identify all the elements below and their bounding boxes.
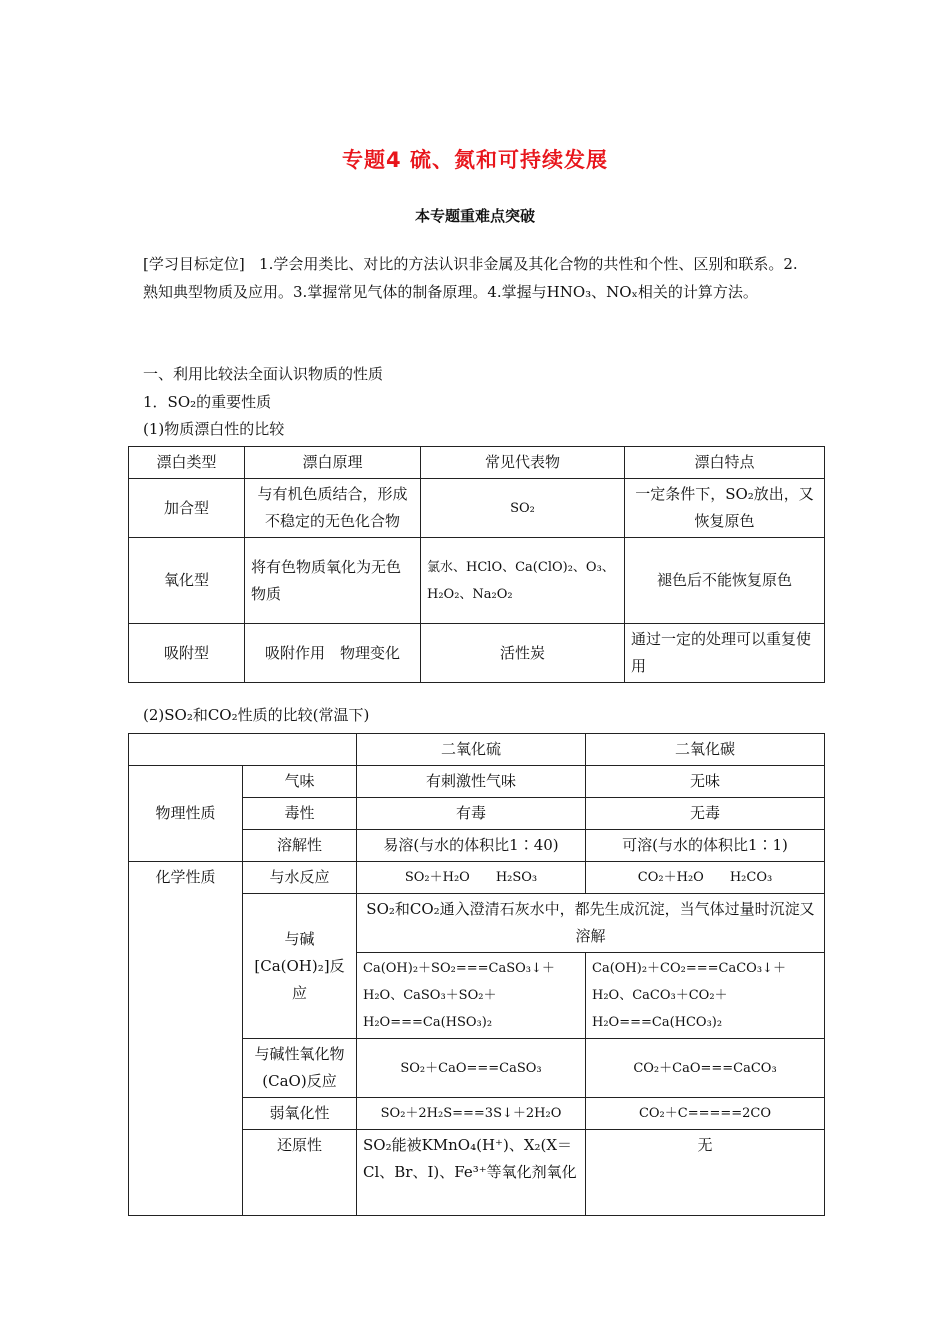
- header-cell: 漂白特点: [625, 447, 825, 479]
- table-cell: 与有机色质结合，形成不稳定的无色化合物: [245, 479, 421, 538]
- table-row: [129, 766, 825, 798]
- table-cell: SO₂＋CaO===CaSO₃: [357, 1039, 586, 1098]
- property-cell: 毒性: [243, 798, 357, 830]
- property-cell: 与碱[Ca(OH)₂]反应: [243, 894, 357, 1039]
- table-cell: Ca(OH)₂＋SO₂===CaSO₃↓＋H₂O、CaSO₃＋SO₂＋H₂O===Ca(HSO₃)₂: [357, 953, 586, 1039]
- table-cell: 可溶(与水的体积比1∶1): [586, 830, 825, 862]
- table-cell: 有刺激性气味: [357, 766, 586, 798]
- table-row: [129, 862, 825, 894]
- category-cell: 化学性质: [129, 862, 243, 1216]
- table-cell: 无毒: [586, 798, 825, 830]
- table-cell: 褪色后不能恢复原色: [625, 538, 825, 624]
- section-heading: 一、利用比较法全面认识物质的性质: [143, 365, 384, 383]
- table-cell: 将有色物质氧化为无色物质: [245, 538, 421, 624]
- table1-caption: (1)物质漂白性的比较: [143, 420, 285, 438]
- property-cell: 溶解性: [243, 830, 357, 862]
- table-cell: 吸附型: [129, 624, 245, 683]
- table-header-row: [129, 734, 825, 766]
- table-cell: 一定条件下，SO₂放出，又恢复原色: [625, 479, 825, 538]
- learning-objectives: [143, 250, 811, 306]
- table-cell: 无味: [586, 766, 825, 798]
- property-cell: 弱氧化性: [243, 1098, 357, 1130]
- table-cell: 有毒: [357, 798, 586, 830]
- property-cell: 气味: [243, 766, 357, 798]
- table-cell: 吸附作用 物理变化: [245, 624, 421, 683]
- objectives-text: 1.学会用类比、对比的方法认识非金属及其化合物的共性和个性、区别和联系。2.熟知典型物质及应用。3.掌握常见气体的制备原理。4.掌握与HNO₃、NOₓ相关的计算方法。: [143, 255, 798, 301]
- table-cell: SO₂＋2H₂S===3S↓＋2H₂O: [357, 1098, 586, 1130]
- property-cell: 与水反应: [243, 862, 357, 894]
- table-cell: CO₂＋CaO===CaCO₃: [586, 1039, 825, 1098]
- header-cell: 二氧化碳: [586, 734, 825, 766]
- table-row: [129, 479, 825, 538]
- table-cell: CO₂＋C=====2CO: [586, 1098, 825, 1130]
- bleaching-comparison-table: [128, 446, 825, 683]
- table-cell: 无: [586, 1130, 825, 1216]
- empty-cell: [129, 734, 357, 766]
- category-cell: 物理性质: [129, 766, 243, 862]
- header-cell: 漂白原理: [245, 447, 421, 479]
- table-cell: 氯水、HClO、Ca(ClO)₂、O₃、H₂O₂、Na₂O₂: [421, 538, 625, 624]
- table-cell: CO₂＋H₂O H₂CO₃: [586, 862, 825, 894]
- page-title: 专题4 硫、氮和可持续发展: [342, 148, 608, 172]
- table-header-row: [129, 447, 825, 479]
- property-cell: 与碱性氧化物(CaO)反应: [243, 1039, 357, 1098]
- subsection-heading: 1．SO₂的重要性质: [143, 393, 272, 411]
- table-cell: SO₂和CO₂通入澄清石灰水中，都先生成沉淀，当气体过量时沉淀又溶解: [357, 894, 825, 953]
- table-row: [129, 624, 825, 683]
- table-cell: SO₂＋H₂O H₂SO₃: [357, 862, 586, 894]
- table-cell: 加合型: [129, 479, 245, 538]
- property-cell: 还原性: [243, 1130, 357, 1216]
- table-cell: 易溶(与水的体积比1∶40): [357, 830, 586, 862]
- header-cell: 漂白类型: [129, 447, 245, 479]
- table2-caption: (2)SO₂和CO₂性质的比较(常温下): [143, 706, 370, 724]
- header-cell: 常见代表物: [421, 447, 625, 479]
- so2-co2-comparison-table: [128, 733, 825, 1216]
- table-cell: SO₂: [421, 479, 625, 538]
- table-cell: Ca(OH)₂＋CO₂===CaCO₃↓＋H₂O、CaCO₃＋CO₂＋H₂O===Ca(HCO₃)₂: [586, 953, 825, 1039]
- table-row: [129, 538, 825, 624]
- objectives-label: [学习目标定位]: [143, 255, 245, 273]
- table-cell: 氧化型: [129, 538, 245, 624]
- page-subtitle: 本专题重难点突破: [414, 207, 535, 225]
- table-cell: SO₂能被KMnO₄(H⁺)、X₂(X＝Cl、Br、I)、Fe³⁺等氧化剂氧化: [357, 1130, 586, 1216]
- table-cell: 活性炭: [421, 624, 625, 683]
- header-cell: 二氧化硫: [357, 734, 586, 766]
- table-cell: 通过一定的处理可以重复使用: [625, 624, 825, 683]
